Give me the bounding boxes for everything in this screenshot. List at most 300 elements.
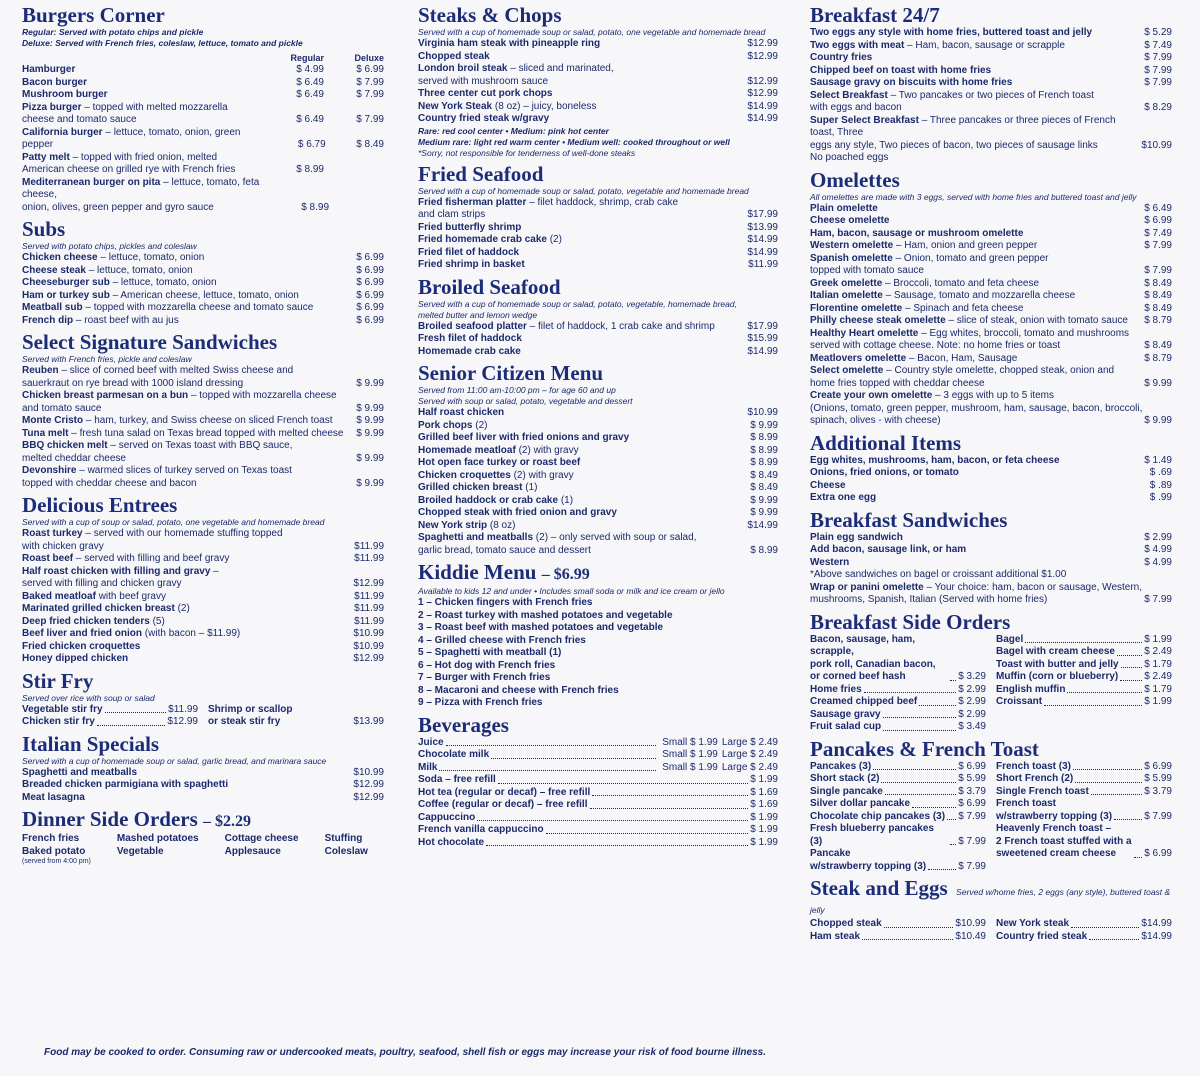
- item-price: $ 9.99: [356, 415, 384, 426]
- item-text: [810, 77, 1144, 90]
- dot-leader: [950, 844, 956, 845]
- side-item: [225, 833, 315, 846]
- item-price: $ 2.99: [1144, 531, 1172, 543]
- menu-item: [810, 240, 1172, 253]
- kiddie-item: [418, 647, 778, 660]
- item-price: $14.99: [747, 345, 778, 357]
- item-price: $ 7.49: [1144, 39, 1172, 51]
- item-price: $11.99: [354, 540, 384, 552]
- item-desc: – Spinach and feta cheese: [902, 302, 1024, 314]
- section-beverages: [418, 714, 778, 850]
- item-name: Two eggs any style with home fries, buttered toast and jelly: [810, 27, 1093, 38]
- item-text: [810, 240, 1144, 253]
- side-item: [325, 833, 384, 846]
- item-price: $ 9.99: [750, 494, 778, 506]
- item-desc: – fresh tuna salad on Texas bread topped with melted cheese: [68, 427, 344, 439]
- item-desc: – served with filling and chicken gravy: [22, 565, 219, 589]
- kiddie-item: [418, 610, 778, 623]
- section-title: Pancakes & French Toast: [810, 736, 1039, 761]
- item-text: [22, 302, 356, 315]
- item-name: Meatlovers omelette: [810, 352, 907, 364]
- item-desc: (2): [174, 603, 190, 614]
- dot-leader: [950, 680, 956, 681]
- item-name: Chicken stir fry: [22, 716, 95, 727]
- menu-item: [418, 38, 778, 51]
- item-name: Toast with butter and jelly: [996, 658, 1119, 670]
- menu-item: [810, 328, 1172, 353]
- item-text: [810, 228, 1144, 241]
- item-name: French toast w/strawberry topping (3): [996, 798, 1113, 822]
- item-price: $ .69: [1149, 467, 1172, 478]
- item-name: Chopped steak: [418, 50, 490, 62]
- item-text: [418, 532, 750, 557]
- item-list: [996, 761, 1172, 874]
- item-name: Breaded chicken parmigiana with spaghetti: [22, 779, 229, 790]
- item-name: Single pancake: [810, 785, 883, 797]
- item-price: $ 8.99: [750, 544, 778, 556]
- item-price: $ 7.99: [1144, 64, 1172, 76]
- menu-item: [810, 532, 1172, 545]
- side-item-name: French fries: [22, 833, 80, 844]
- item-name: Vegetable stir fry: [22, 703, 103, 715]
- item-name: Pancake w/strawberry topping (3): [810, 848, 927, 872]
- item-text: [996, 773, 1073, 786]
- item-text: [418, 88, 747, 101]
- menu-item: [22, 566, 384, 591]
- item-name: Spaghetti and meatballs: [22, 766, 138, 778]
- item-name: Croissant: [996, 696, 1043, 707]
- beverage-item: [418, 762, 778, 775]
- dot-leader: [1075, 782, 1142, 783]
- deluxe-price: $ 7.99: [356, 114, 384, 125]
- menu-item: [418, 197, 778, 222]
- item-name: Baked meatloaf: [22, 590, 96, 602]
- item-price: $ 3.79: [1144, 785, 1172, 797]
- item-text: [996, 786, 1089, 799]
- item-price: $ 8.79: [1144, 352, 1172, 364]
- item-text: [996, 646, 1115, 659]
- dot-leader: [1071, 927, 1139, 928]
- item-price: $ 9.99: [750, 419, 778, 431]
- item-name: Hot chocolate: [418, 836, 485, 848]
- section-italian: [22, 733, 384, 805]
- side-item-note: (served from 4:00 pm): [22, 858, 91, 865]
- item-name: Mediterranean burger on pita: [22, 176, 161, 188]
- item-price: $ 6.49: [1144, 202, 1172, 214]
- menu-item: [22, 767, 384, 780]
- item-name: Create your own omelette: [810, 390, 933, 401]
- item-name: Chocolate chip pancakes (3): [810, 810, 946, 822]
- item-price: $ 7.99: [1144, 810, 1172, 822]
- pancakes-grid: [810, 761, 1172, 874]
- item-name: Pizza burger: [22, 101, 82, 113]
- item-name: Fresh filet of haddock: [418, 333, 522, 344]
- menu-item: [418, 63, 778, 88]
- item-text: [996, 823, 1132, 861]
- item-name: Fried chicken croquettes: [22, 640, 141, 652]
- item-desc: (2) – only served with soup or salad, garlic bread, tomato sauce and dessert: [418, 532, 697, 556]
- item-list: [418, 407, 778, 557]
- beverage-item: [418, 837, 778, 850]
- side-item: [22, 846, 107, 867]
- item-price: $ 9.99: [750, 507, 778, 518]
- item-price: $ 8.49: [1144, 277, 1172, 289]
- item-price: $ 7.99: [1144, 52, 1172, 63]
- menu-item: [22, 465, 384, 490]
- small-price: Small $ 1.99: [662, 761, 718, 773]
- item-text: [22, 603, 354, 616]
- item-text: [22, 277, 356, 290]
- item-text: [418, 470, 750, 483]
- item-desc: – topped with melted mozzarella cheese and tomato sauce: [22, 101, 228, 125]
- kiddie-item: [418, 622, 778, 635]
- menu-item: [22, 127, 384, 152]
- item-price: $ 7.99: [958, 810, 986, 822]
- item-name: BBQ chicken melt: [22, 440, 108, 451]
- item-name: Grilled beef liver with fried onions and gravy: [418, 432, 630, 443]
- menu-item: [810, 467, 1172, 480]
- kiddie-list: [418, 597, 778, 710]
- item-text: [810, 532, 1144, 545]
- item-name: Tuna melt: [22, 427, 69, 439]
- small-price: Small $ 1.99: [662, 736, 718, 748]
- beverage-item: [418, 799, 778, 812]
- item-price: $15.99: [747, 333, 778, 344]
- item-text: [418, 346, 747, 359]
- item-name: Select omelette: [810, 365, 884, 376]
- item-desc: (with bacon – $11.99): [142, 628, 241, 639]
- item-price: $ .99: [1149, 492, 1172, 503]
- item-text: [418, 234, 747, 247]
- beverage-list: [418, 737, 778, 850]
- item-name: Home fries: [810, 683, 862, 695]
- menu-column-middle: [418, 4, 778, 853]
- menu-item: [810, 203, 1172, 216]
- item-desc: (5): [149, 615, 165, 627]
- menu-item: [810, 582, 1172, 607]
- item-desc: – topped with mozzarella cheese and tomato sauce: [22, 390, 337, 414]
- item-name: Honey dipped chicken: [22, 653, 129, 664]
- item-text: [810, 467, 1150, 480]
- menu-item: [22, 390, 384, 415]
- item-price: $ 8.49: [1144, 302, 1172, 314]
- item-desc: – served on Texas toast with BBQ sauce, melted cheddar cheese: [22, 440, 293, 464]
- item-name: Onions, fried onions, or tomato: [810, 467, 959, 478]
- item-name: Ham steak: [810, 930, 861, 942]
- doneness-note: Medium rare: light red warm center • Medium well: cooked throughout or well: [418, 136, 730, 147]
- footer-disclaimer: Food may be cooked to order. Consuming raw or undercooked meats, poultry, seafood, shell fish or eggs may increase your risk of food bourne illness.: [44, 1047, 767, 1058]
- dot-leader: [873, 769, 956, 770]
- dot-leader: [97, 725, 166, 726]
- item-desc: – Three pancakes or three pieces of French toast, Three eggs any style, Two pieces of bacon, two pieces of sausage links: [810, 114, 1116, 151]
- item-text: [418, 113, 747, 126]
- item-desc: (1): [558, 494, 574, 506]
- dot-leader: [1025, 642, 1142, 643]
- item-desc: – Ham, onion and green pepper: [893, 240, 1038, 251]
- item-text: [22, 792, 353, 805]
- menu-item: [810, 303, 1172, 316]
- menu-item: [22, 440, 384, 465]
- item-price: $12.99: [353, 653, 384, 664]
- item-text: [810, 455, 1144, 468]
- item-name: Country fried steak: [996, 930, 1088, 942]
- item-text: [810, 390, 1144, 428]
- item-price: $ 6.99: [1144, 760, 1172, 772]
- menu-item: [996, 798, 1172, 823]
- item-name: Healthy Heart omelette: [810, 327, 919, 339]
- breakfast-sides-grid: [810, 634, 1172, 734]
- regular-price: $ 6.79: [297, 139, 326, 150]
- beverage-item: [418, 749, 778, 762]
- item-price: $ 1.49: [1144, 454, 1172, 466]
- item-name: Hamburger: [22, 64, 76, 75]
- item-price: $ 8.99: [750, 432, 778, 443]
- item-text: [22, 628, 353, 641]
- side-item-name: Mashed potatoes: [116, 833, 199, 844]
- item-price: $ 9.99: [356, 477, 384, 489]
- item-price: $ 1.99: [750, 774, 778, 785]
- item-name: Bacon burger: [22, 76, 88, 88]
- item-name: Meat lasagna: [22, 791, 85, 803]
- menu-item: [810, 918, 986, 931]
- item-list: [810, 203, 1172, 428]
- item-price: $ 9.99: [356, 427, 384, 439]
- menu-item: [418, 432, 778, 445]
- item-desc: – Broccoli, tomato and feta cheese: [882, 277, 1040, 289]
- item-text: [22, 252, 356, 265]
- kiddie-item: [418, 672, 778, 685]
- section-dinner-sides: [22, 808, 384, 866]
- item-name: Philly cheese steak omelette: [810, 315, 946, 326]
- section-note: Served with potato chips, pickles and coleslaw: [22, 241, 197, 251]
- item-text: [418, 457, 750, 470]
- menu-item: [810, 696, 986, 709]
- item-price: $ 9.99: [1144, 377, 1172, 389]
- section-note: All omelettes are made with 3 eggs, served with home fries and buttered toast and jelly: [810, 191, 1137, 202]
- item-text: [810, 709, 881, 722]
- item-desc: – American cheese, lettuce, tomato, onion: [109, 289, 299, 301]
- item-price: $ 6.99: [958, 760, 986, 772]
- item-text: [22, 653, 353, 666]
- regular-price: $ 8.99: [301, 201, 330, 213]
- section-price: – $6.99: [541, 566, 590, 583]
- section-price: – $2.29: [203, 813, 252, 830]
- menu-item: [810, 761, 986, 774]
- item-price: $12.99: [167, 716, 198, 727]
- item-text: [810, 811, 945, 824]
- menu-item: [810, 773, 986, 786]
- item-price: $ 2.49: [1144, 671, 1172, 682]
- beverage-item: [418, 787, 778, 800]
- item-text: [810, 798, 910, 811]
- beverage-item: [418, 774, 778, 787]
- item-price: $ 6.99: [356, 277, 384, 288]
- menu-item: [810, 253, 1172, 278]
- menu-item: [22, 77, 384, 90]
- item-price: $ 3.79: [958, 785, 986, 797]
- item-text: [996, 634, 1023, 647]
- item-text: [810, 315, 1144, 328]
- item-price: $11.99: [354, 590, 384, 602]
- steak-eggs-grid: [810, 918, 1172, 943]
- item-price: $ 3.49: [958, 721, 986, 732]
- item-text: [418, 333, 747, 346]
- section-title: Select Signature Sandwiches: [22, 330, 278, 354]
- item-text: [22, 716, 95, 729]
- item-name: Greek omelette: [810, 277, 883, 289]
- kiddie-item-name: 2 – Roast turkey with mashed potatoes and vegetable: [418, 609, 673, 621]
- item-price: $10.99: [353, 628, 384, 639]
- dot-leader: [439, 770, 656, 771]
- item-name: New York steak: [996, 918, 1070, 929]
- item-desc: (2) with gravy: [515, 444, 579, 456]
- item-text: [22, 591, 354, 604]
- item-name: Chopped steak: [810, 918, 882, 929]
- item-name: Fruit salad cup: [810, 721, 882, 732]
- dot-leader: [446, 745, 657, 746]
- dot-leader: [1134, 857, 1143, 858]
- menu-item: [418, 346, 778, 359]
- section-stirfry: [22, 670, 384, 729]
- item-text: [810, 696, 917, 709]
- item-name: Shrimp or scallop or steak stir fry: [208, 703, 293, 727]
- menu-item: [996, 786, 1172, 799]
- beverage-item: [418, 812, 778, 825]
- item-name: French dip: [22, 314, 74, 326]
- item-price: $ 7.99: [1144, 77, 1172, 88]
- item-text: [810, 40, 1144, 53]
- item-text: [996, 761, 1071, 774]
- item-text: [810, 684, 862, 697]
- item-text: [22, 127, 267, 152]
- deluxe-price: $ 7.99: [356, 89, 384, 100]
- dot-leader: [1073, 769, 1142, 770]
- item-name: Juice: [418, 736, 444, 748]
- dot-leader: [912, 807, 956, 808]
- item-text: [22, 440, 356, 465]
- section-title: Steaks & Chops: [418, 3, 562, 27]
- menu-item: [22, 152, 384, 177]
- item-text: [810, 761, 871, 774]
- item-text: [810, 203, 1144, 216]
- section-broiled-seafood: [418, 276, 778, 359]
- menu-item: [996, 931, 1172, 944]
- item-text: [996, 918, 1069, 931]
- item-list: [810, 918, 986, 943]
- menu-item: [810, 52, 1172, 65]
- item-name: Chopped steak with fried onion and gravy: [418, 507, 617, 518]
- item-text: [22, 566, 353, 591]
- menu-item: [996, 823, 1172, 861]
- item-text: [22, 553, 354, 566]
- item-price: $11.99: [354, 603, 384, 614]
- section-title: Subs: [22, 217, 66, 241]
- section-title: [22, 808, 384, 833]
- menu-item: [810, 480, 1172, 493]
- item-price: $ 6.99: [356, 289, 384, 301]
- large-price: Large $ 2.49: [721, 736, 778, 748]
- item-desc: – lettuce, tomato, onion: [85, 264, 193, 276]
- small-price: Small $ 1.99: [662, 749, 718, 760]
- regular-price: $ 8.99: [296, 164, 324, 175]
- item-price: $14.99: [747, 100, 778, 112]
- item-price: $11.99: [168, 703, 198, 715]
- menu-item: [418, 520, 778, 533]
- section-note: Served with a cup of soup or salad, potato, one vegetable and homemade bread: [22, 517, 325, 527]
- item-name: Roast turkey: [22, 528, 83, 539]
- dot-leader: [919, 705, 956, 706]
- item-name: Mushroom burger: [22, 89, 108, 100]
- kiddie-item-name: 6 – Hot dog with French fries: [418, 659, 556, 671]
- menu-item: [810, 315, 1172, 328]
- item-list: [810, 455, 1172, 505]
- large-price: Large $ 2.49: [721, 749, 778, 760]
- item-name: Short French (2): [996, 773, 1074, 784]
- menu-item: [996, 671, 1172, 684]
- item-text: [22, 528, 354, 553]
- dot-leader: [864, 692, 957, 693]
- item-text: [418, 259, 748, 272]
- item-list: [22, 528, 384, 666]
- item-name: Wrap or panini omelette: [810, 581, 924, 593]
- dot-leader: [884, 927, 954, 928]
- item-desc: – filet haddock, shrimp, crab cake and clam strips: [418, 196, 679, 220]
- deluxe-price: $ 7.99: [356, 76, 384, 88]
- item-text: [810, 115, 1141, 153]
- item-desc: – lettuce, tomato, onion: [97, 252, 205, 263]
- menu-column-left: [22, 4, 384, 870]
- menu-item: [418, 532, 778, 557]
- menu-item: [810, 811, 986, 824]
- item-price: $12.99: [747, 88, 778, 99]
- menu-item: [22, 265, 384, 278]
- item-list: [22, 64, 384, 214]
- menu-column-right: [810, 4, 1172, 947]
- item-price: $14.99: [747, 246, 778, 258]
- item-text: [22, 704, 103, 717]
- item-name: Extra one egg: [810, 492, 877, 503]
- item-text: [996, 659, 1119, 672]
- dot-leader: [491, 758, 656, 759]
- item-text: [810, 303, 1144, 316]
- item-name: Marinated grilled chicken breast: [22, 603, 175, 614]
- item-price: $12.99: [747, 75, 778, 87]
- item-price: $ 4.99: [1144, 556, 1172, 568]
- item-desc: (8 oz): [487, 519, 516, 531]
- menu-item: [22, 252, 384, 265]
- item-text: [418, 520, 747, 533]
- item-desc: (8 oz) – juicy, boneless: [492, 100, 597, 112]
- item-text: [810, 253, 1144, 278]
- item-text: [810, 290, 1144, 303]
- item-list: [418, 38, 778, 126]
- item-text: [810, 634, 948, 684]
- item-price: $ 1.79: [1144, 683, 1172, 695]
- item-price: $10.99: [1141, 139, 1172, 151]
- menu-item: [810, 40, 1172, 53]
- item-name: Single French toast: [996, 785, 1089, 797]
- menu-item: [810, 215, 1172, 228]
- section-senior: [418, 362, 778, 557]
- item-desc: – lettuce, tomato, feta cheese, onion, olives, green pepper and gyro sauce: [22, 176, 260, 213]
- side-item-name: Applesauce: [224, 845, 281, 857]
- item-desc: – Two pancakes or two pieces of French toast with eggs and bacon: [810, 89, 1094, 113]
- side-item-name: Cottage cheese: [224, 833, 299, 844]
- item-name: Coffee (regular or decaf) – free refill: [418, 799, 588, 810]
- item-text: [810, 215, 1144, 228]
- item-name: Cappuccino: [418, 811, 476, 823]
- item-price: $ 7.99: [1144, 594, 1172, 605]
